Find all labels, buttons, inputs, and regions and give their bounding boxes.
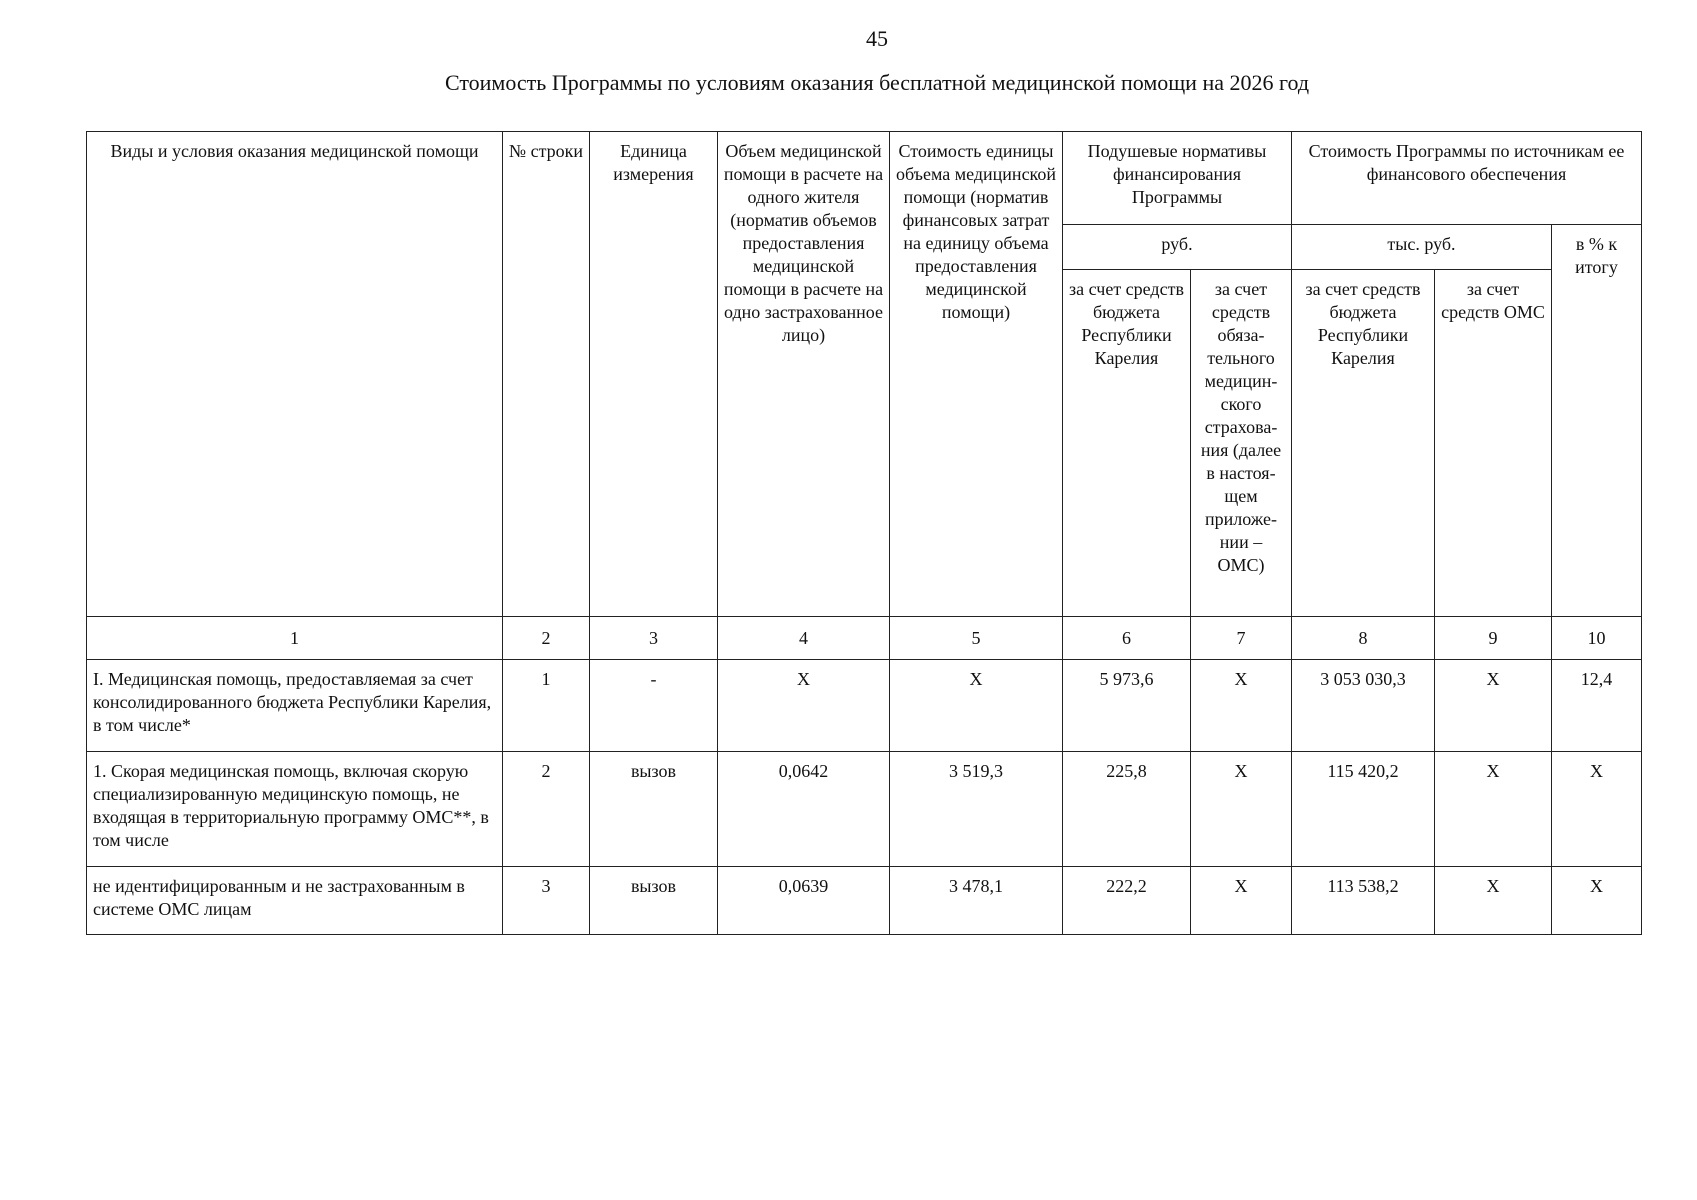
column-number: 4 [718,617,890,660]
row-oms-thousand: X [1435,660,1552,752]
cost-table [86,131,1642,935]
header-unit-cost: Стоимость единицы объема медицинской помощи (норматив финансовых затрат на единицу объема предоставления медицинской помощи) [890,132,1063,617]
column-number: 1 [87,617,503,660]
header-unit-rub: руб. [1063,225,1292,270]
row-oms-thousand: X [1435,752,1552,867]
table-row [87,867,1642,935]
table-row [87,660,1642,752]
row-budget-rub: 225,8 [1063,752,1191,867]
row-unit: вызов [590,867,718,935]
column-number: 9 [1435,617,1552,660]
row-volume: 0,0639 [718,867,890,935]
row-budget-thousand: 113 538,2 [1292,867,1435,935]
header-oms-thousand: за счет средств ОМС [1435,270,1552,617]
row-percent: X [1552,867,1642,935]
row-description: I. Медицинская помощь, предоставляемая за счет консолидированного бюджета Республики Карелия, в том числе* [87,660,503,752]
row-oms-rub: X [1191,867,1292,935]
header-types-conditions: Виды и условия оказания медицинской помощи [87,132,503,617]
row-oms-thousand: X [1435,867,1552,935]
row-percent: X [1552,752,1642,867]
row-unit-cost: X [890,660,1063,752]
header-volume: Объем медицинской помощи в расчете на одного жителя (норматив объемов предоставления медицинской помощи в расчете на одно застрахованное лицо) [718,132,890,617]
header-budget-thousand: за счет средств бюджета Республики Карелия [1292,270,1435,617]
row-volume: 0,0642 [718,752,890,867]
header-oms-rub: за счет средств обяза-тельного медицин-ского страхова-ния (далее в настоя-щем приложе-нии – ОМС) [1191,270,1292,617]
row-unit-cost: 3 519,3 [890,752,1063,867]
row-percent: 12,4 [1552,660,1642,752]
row-budget-rub: 222,2 [1063,867,1191,935]
row-number: 2 [503,752,590,867]
row-unit-cost: 3 478,1 [890,867,1063,935]
column-number: 5 [890,617,1063,660]
row-description: 1. Скорая медицинская помощь, включая скорую специализированную медицинскую помощь, не входящая в территориальную программу ОМС**, в том числе [87,752,503,867]
column-number: 7 [1191,617,1292,660]
row-number: 1 [503,660,590,752]
row-unit: вызов [590,752,718,867]
header-unit: Единица измерения [590,132,718,617]
header-row-number: № строки [503,132,590,617]
row-volume: X [718,660,890,752]
column-numbers-row [87,617,1642,660]
row-budget-rub: 5 973,6 [1063,660,1191,752]
column-number: 8 [1292,617,1435,660]
header-unit-thousand-rub: тыс. руб. [1292,225,1552,270]
row-oms-rub: X [1191,660,1292,752]
row-oms-rub: X [1191,752,1292,867]
column-number: 3 [590,617,718,660]
column-number: 6 [1063,617,1191,660]
header-row-1 [87,132,1642,225]
header-per-capita-group: Подушевые нормативы финансирования Программы [1063,132,1292,225]
header-program-cost-group: Стоимость Программы по источникам ее финансового обеспечения [1292,132,1642,225]
row-budget-thousand: 115 420,2 [1292,752,1435,867]
header-budget-rub: за счет средств бюджета Республики Карелия [1063,270,1191,617]
column-number: 10 [1552,617,1642,660]
table-row [87,752,1642,867]
row-budget-thousand: 3 053 030,3 [1292,660,1435,752]
page-number: 45 [866,26,888,51]
header-percent-of-total: в % к итогу [1552,225,1642,617]
row-description: не идентифицированным и не застрахованным в системе ОМС лицам [87,867,503,935]
column-number: 2 [503,617,590,660]
row-number: 3 [503,867,590,935]
page-title: Стоимость Программы по условиям оказания бесплатной медицинской помощи на 2026 год [444,70,1310,95]
row-unit: - [590,660,718,752]
